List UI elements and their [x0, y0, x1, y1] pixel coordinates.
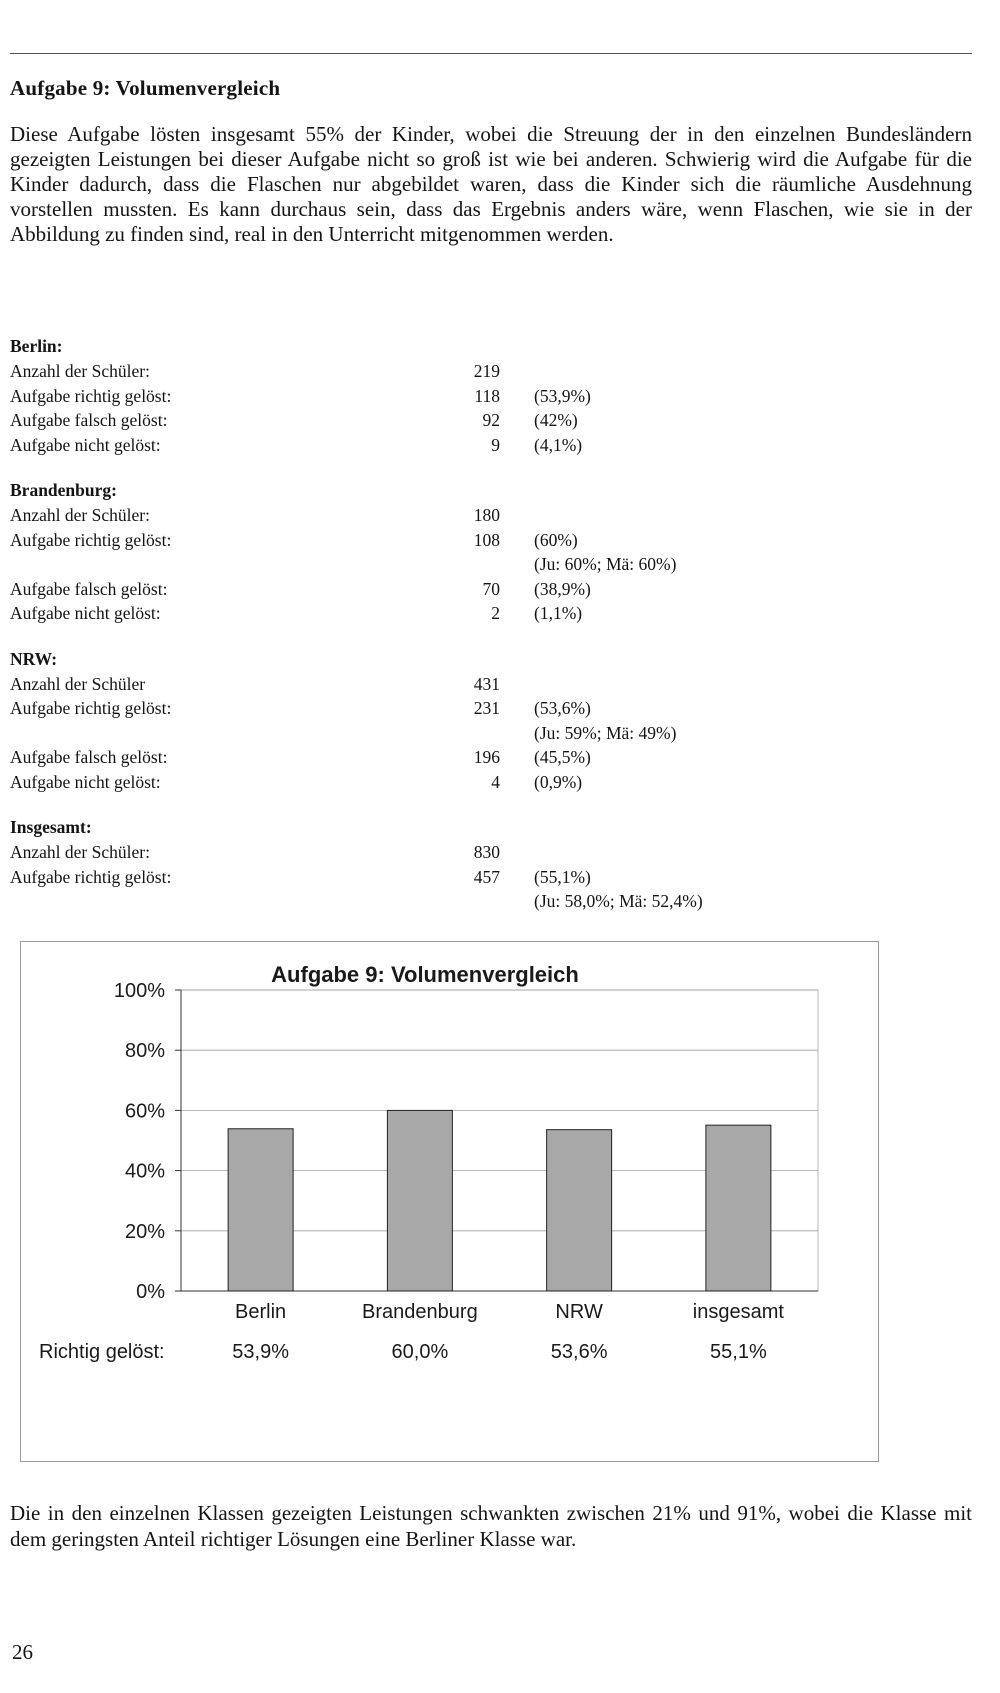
stats-percent: (55,1%) [534, 866, 591, 887]
category-label: insgesamt [692, 1301, 784, 1323]
stats-count: 180 [473, 505, 500, 525]
stats-label: Aufgabe richtig gelöst: [10, 698, 172, 718]
stats-percent: (38,9%) [534, 578, 591, 599]
stats-row [10, 433, 810, 458]
stats-label: Aufgabe nicht gelöst: [10, 771, 161, 792]
stats-row [10, 359, 810, 384]
stats-count: 9 [491, 434, 500, 455]
stats-group-title: Brandenburg: [10, 480, 117, 500]
stats-count: 4 [491, 771, 500, 792]
table-value: 60,0% [391, 1341, 449, 1363]
stats-group [10, 815, 810, 914]
stats-row [10, 745, 810, 770]
stats-label: Aufgabe falsch gelöst: [10, 747, 168, 767]
page-number: 26 [12, 1640, 33, 1664]
stats-label: Aufgabe nicht gelöst: [10, 434, 161, 455]
stats-percent: (53,6%) [534, 698, 591, 718]
bar-chart [20, 941, 879, 1462]
stats-row [10, 672, 810, 697]
chart-title: Aufgabe 9: Volumenvergleich [271, 962, 579, 987]
stats-label: Anzahl der Schüler [10, 673, 146, 694]
stats-count: 118 [474, 385, 500, 406]
stats-row [10, 577, 810, 602]
stats-percent: (53,9%) [534, 385, 591, 406]
stats-count: 431 [473, 673, 500, 694]
stats-label: Aufgabe richtig gelöst: [10, 866, 172, 887]
intro-paragraph: Diese Aufgabe lösten insgesamt 55% der Kinder, wobei die Streuung der in den einzelnen Bundesländern gezeigten Leistungen bei dieser Aufgabe nicht so groß ist wie bei anderen. Schwierig wird die Aufgabe für die Kinder dadurch, dass die Flaschen nur abgebildet waren, dass die Kinder sich die räumliche Ausdehnung vorstellen mussten. Es kann durchaus sein, dass das Ergebnis anders wäre, wenn Flaschen, wie sie in der Abbildung zu finden sind, real in den Unterricht mitgenommen werden. [10, 122, 972, 246]
bar [387, 1110, 452, 1291]
stats-group-title: Insgesamt: [10, 817, 92, 837]
y-tick-label: 40% [124, 1160, 165, 1183]
y-tick-label: 0% [136, 1281, 165, 1303]
stats-count: 92 [482, 410, 500, 430]
y-tick-label: 100% [113, 980, 165, 1002]
table-row-label: Richtig gelöst: [39, 1341, 165, 1363]
stats-row [10, 889, 810, 914]
stats-label: Anzahl der Schüler: [10, 842, 150, 862]
stats-count: 457 [473, 866, 500, 887]
stats-count: 70 [482, 578, 500, 599]
bar [228, 1129, 293, 1291]
stats-percent: (45,5%) [534, 747, 591, 767]
stats-group-title: Berlin: [10, 336, 63, 356]
stats-count: 196 [473, 747, 500, 767]
stats-label: Aufgabe richtig gelöst: [10, 385, 172, 406]
stats-group [10, 478, 810, 626]
stats-percent: (0,9%) [534, 771, 583, 792]
stats-percent: (Ju: 58,0%; Mä: 52,4%) [534, 891, 703, 911]
table-value: 55,1% [710, 1341, 767, 1363]
stats-label: Anzahl der Schüler: [10, 505, 150, 525]
stats-row [10, 721, 810, 746]
stats-count: 830 [473, 842, 500, 862]
stats-label: Aufgabe richtig gelöst: [10, 529, 172, 550]
stats-label: Aufgabe falsch gelöst: [10, 410, 168, 430]
stats-label: Anzahl der Schüler: [10, 361, 150, 381]
top-rule [10, 53, 972, 54]
stats-row [10, 696, 810, 721]
category-label: NRW [555, 1301, 603, 1323]
y-tick-label: 20% [124, 1220, 165, 1243]
stats-row [10, 840, 810, 865]
statistics-list [10, 334, 810, 935]
y-tick-label: 60% [124, 1100, 165, 1123]
stats-count: 2 [491, 603, 500, 623]
stats-label: Aufgabe nicht gelöst: [10, 603, 161, 623]
chart-svg [21, 942, 878, 1461]
stats-group [10, 334, 810, 457]
stats-row [10, 552, 810, 577]
stats-row [10, 601, 810, 626]
stats-count: 108 [473, 529, 500, 550]
y-tick-label: 80% [124, 1040, 165, 1063]
stats-count: 231 [473, 698, 500, 718]
stats-row [10, 865, 810, 890]
stats-percent: (Ju: 60%; Mä: 60%) [534, 554, 677, 574]
stats-percent: (Ju: 59%; Mä: 49%) [534, 722, 677, 743]
stats-label: Aufgabe falsch gelöst: [10, 578, 168, 599]
stats-group-title: NRW: [10, 648, 58, 669]
stats-percent: (1,1%) [534, 603, 583, 623]
category-label: Brandenburg [362, 1301, 478, 1323]
section-heading: Aufgabe 9: Volumenvergleich [10, 76, 281, 100]
stats-row [10, 770, 810, 795]
stats-row [10, 528, 810, 553]
bar [547, 1130, 612, 1291]
stats-row [10, 408, 810, 433]
stats-count: 219 [473, 361, 500, 381]
category-label: Berlin [235, 1301, 287, 1323]
stats-row [10, 384, 810, 409]
stats-percent: (42%) [534, 410, 578, 430]
stats-row [10, 503, 810, 528]
stats-percent: (60%) [534, 529, 578, 550]
bar [706, 1125, 771, 1291]
stats-percent: (4,1%) [534, 434, 583, 455]
table-value: 53,9% [232, 1341, 289, 1363]
closing-paragraph: Die in den einzelnen Klassen gezeigten Leistungen schwankten zwischen 21% und 91%, wobei die Klasse mit dem geringsten Anteil richtiger Lösungen eine Berliner Klasse war. [10, 1501, 972, 1551]
table-value: 53,6% [550, 1341, 608, 1363]
stats-group [10, 647, 810, 795]
